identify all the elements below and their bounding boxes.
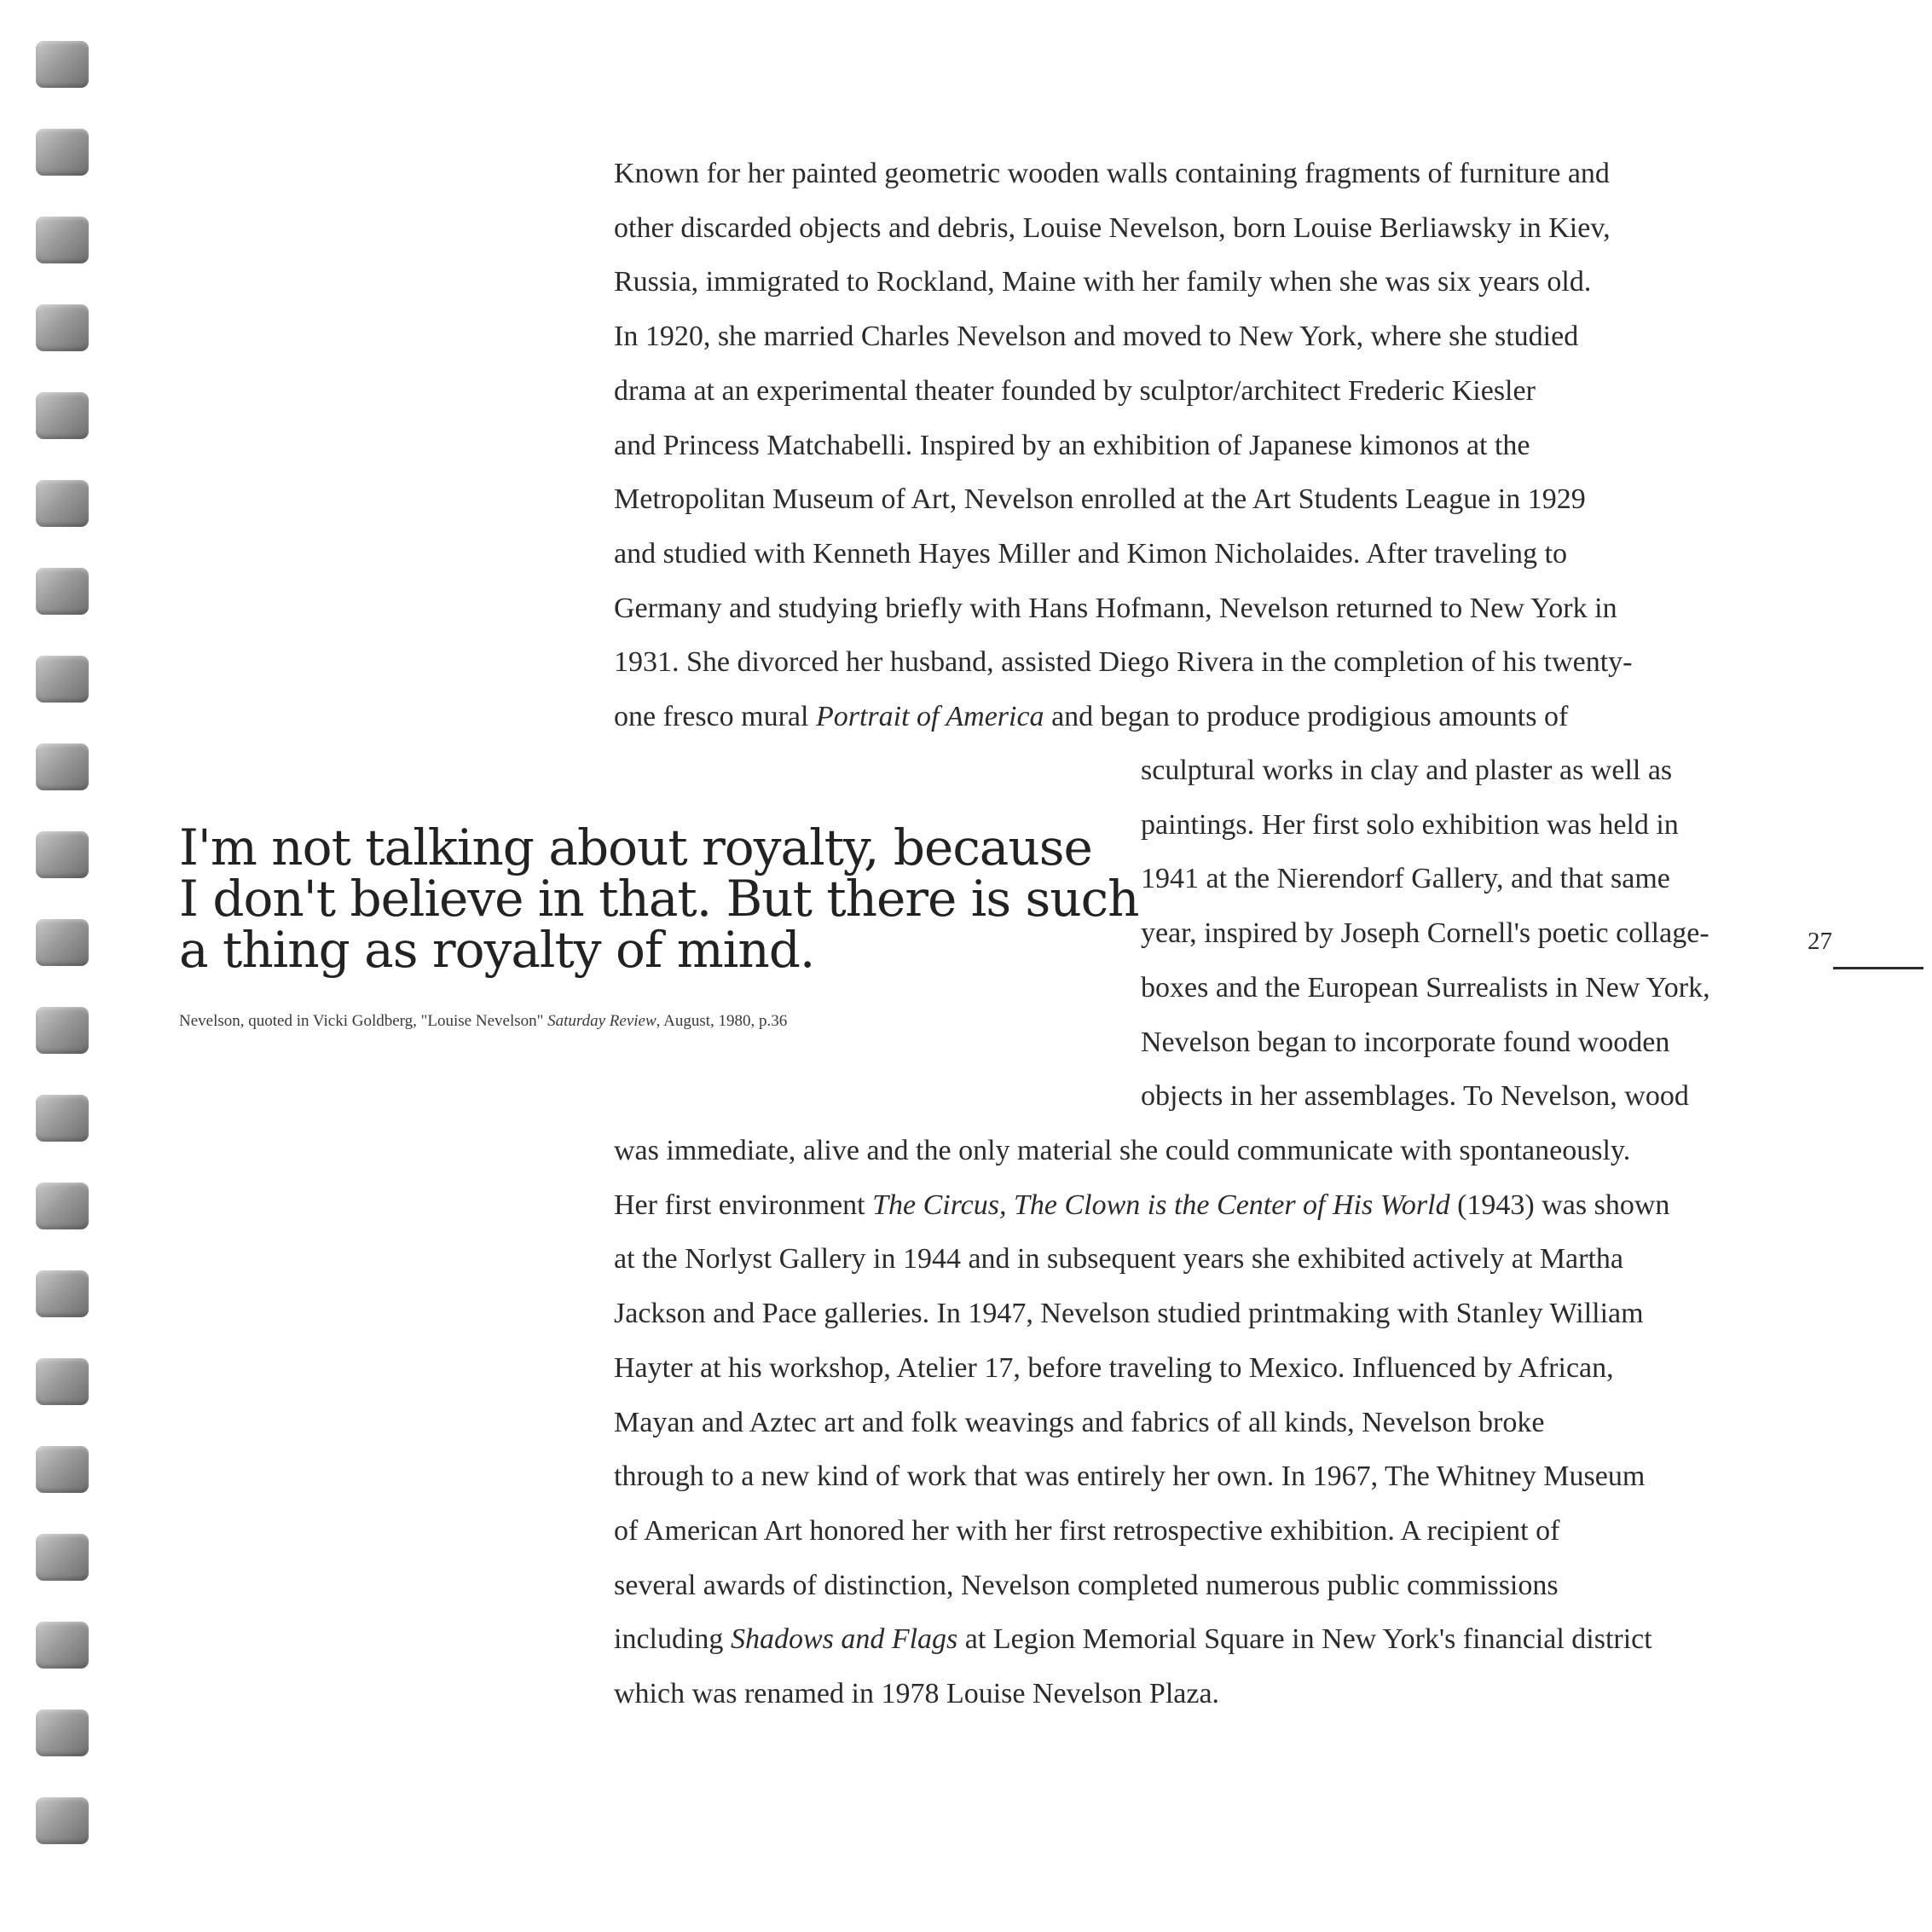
text-line: drama at an experimental theater founded by sculptor/architect Frederic Kiesler	[614, 374, 1536, 407]
text-line: several awards of distinction, Nevelson completed numerous public commissions	[614, 1569, 1559, 1601]
text-run: one fresco mural	[614, 701, 816, 733]
text-line: In 1920, she married Charles Nevelson and moved to New York, where she studied	[614, 321, 1579, 353]
text-line: was immediate, alive and the only material she could communicate with spontaneously.	[614, 1135, 1631, 1166]
text-line: of American Art honored her with her first retrospective exhibition. A recipient of	[614, 1514, 1560, 1547]
text-line	[614, 690, 1632, 744]
page-number-rule	[1833, 967, 1923, 969]
binding-hole	[36, 1709, 89, 1756]
binding-hole	[36, 568, 89, 615]
binding-hole	[36, 1095, 89, 1142]
text-line: through to a new kind of work that was entirely her own. In 1967, The Whitney Museum	[614, 1461, 1646, 1493]
text-line: 1941 at the Nierendorf Gallery, and that same	[1141, 863, 1670, 895]
quote-line: a thing as royalty of mind.	[179, 921, 815, 979]
narrow-paragraph	[1141, 743, 1710, 1124]
binding-hole	[36, 919, 89, 966]
citation-text: Nevelson, quoted in Vicki Goldberg, "Louise Nevelson"	[179, 1012, 548, 1030]
text-line: Known for her painted geometric wooden walls containing fragments of furniture and	[614, 158, 1610, 189]
text-run: and began to produce prodigious amounts of	[1044, 701, 1569, 733]
text-line: Hayter at his workshop, Atelier 17, before traveling to Mexico. Influenced by African,	[614, 1351, 1614, 1384]
binding-hole	[36, 129, 89, 176]
text-line: paintings. Her first solo exhibition was held in	[1141, 808, 1679, 841]
binding-hole	[36, 1797, 89, 1844]
pull-quote	[179, 818, 1139, 979]
binding-hole	[36, 1270, 89, 1317]
binding-hole	[36, 1358, 89, 1405]
binding-hole	[36, 1007, 89, 1054]
binding-hole	[36, 831, 89, 878]
quote-citation	[179, 1012, 787, 1031]
text-line: Germany and studying briefly with Hans Hofmann, Nevelson returned to New York in	[614, 592, 1617, 624]
quote-line: I'm not talking about royalty, because	[179, 818, 1092, 876]
binding-hole	[36, 656, 89, 703]
text-line: and studied with Kenneth Hayes Miller and Kimon Nicholaides. After traveling to	[614, 537, 1567, 570]
text-line: at the Norlyst Gallery in 1944 and in subsequent years she exhibited actively at Martha	[614, 1243, 1624, 1275]
binding-hole	[36, 392, 89, 439]
text-line: Jackson and Pace galleries. In 1947, Nevelson studied printmaking with Stanley William	[614, 1298, 1644, 1330]
binding-hole	[36, 1183, 89, 1229]
closing-paragraph	[614, 1124, 1669, 1721]
publication-title: Saturday Review	[547, 1012, 657, 1030]
text-run: including	[614, 1623, 731, 1656]
text-line	[614, 1612, 1669, 1667]
text-line: 1931. She divorced her husband, assisted Diego Rivera in the completion of his twenty-	[614, 646, 1633, 679]
binding-hole	[36, 743, 89, 790]
text-run: Her first environment	[614, 1189, 873, 1221]
text-line: year, inspired by Joseph Cornell's poetic collage-	[1141, 917, 1709, 950]
intro-paragraph	[614, 147, 1632, 744]
text-line: Metropolitan Museum of Art, Nevelson enrolled at the Art Students League in 1929	[614, 483, 1586, 516]
artwork-title: Portrait of America	[815, 701, 1044, 733]
artwork-title: The Circus, The Clown is the Center of His World	[872, 1189, 1450, 1221]
text-line: other discarded objects and debris, Louise Nevelson, born Louise Berliawsky in Kiev,	[614, 211, 1611, 244]
text-run: at Legion Memorial Square in New York's financial district	[957, 1623, 1652, 1656]
binding-hole	[36, 304, 89, 351]
text-line	[614, 1178, 1669, 1233]
artwork-title: Shadows and Flags	[730, 1623, 958, 1656]
text-line: Mayan and Aztec art and folk weavings and fabrics of all kinds, Nevelson broke	[614, 1406, 1545, 1438]
text-line: Nevelson began to incorporate found wooden	[1141, 1026, 1670, 1058]
text-run: (1943) was shown	[1449, 1189, 1670, 1221]
text-line: and Princess Matchabelli. Inspired by an exhibition of Japanese kimonos at the	[614, 429, 1530, 461]
binding-hole	[36, 1622, 89, 1669]
binding-hole	[36, 41, 89, 88]
citation-text: , August, 1980, p.36	[656, 1012, 788, 1030]
text-line: boxes and the European Surrealists in New York,	[1141, 971, 1710, 1004]
binding-hole	[36, 480, 89, 527]
text-line: which was renamed in 1978 Louise Nevelson Plaza.	[614, 1678, 1220, 1710]
quote-line: I don't believe in that. But there is such	[179, 870, 1139, 928]
binding-hole	[36, 1446, 89, 1493]
text-line: sculptural works in clay and plaster as well as	[1141, 755, 1673, 786]
binding-hole	[36, 1534, 89, 1581]
binding-hole	[36, 217, 89, 263]
spiral-binding	[36, 0, 95, 1932]
text-line: objects in her assemblages. To Nevelson, wood	[1141, 1080, 1689, 1113]
page-number: 27	[1808, 928, 1832, 955]
text-line: Russia, immigrated to Rockland, Maine with her family when she was six years old.	[614, 266, 1592, 298]
